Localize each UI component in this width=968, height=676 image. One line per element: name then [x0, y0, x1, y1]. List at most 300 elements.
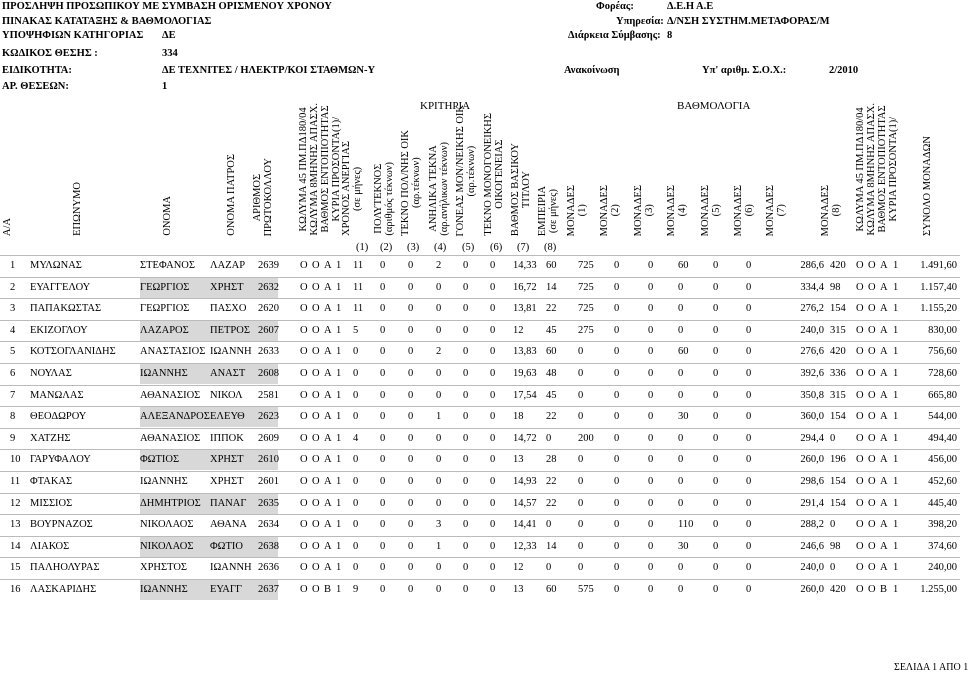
- cell-an: 0: [353, 346, 359, 358]
- col-protocol: ΑΡΙΘΜΟΣ ΠΡΩΤΟΚΟΛΛΟΥ: [252, 157, 274, 236]
- cell-k1: Ο: [300, 519, 308, 531]
- cell-m4: 0: [678, 454, 684, 466]
- cell-k3: Α: [324, 411, 332, 423]
- cell-m1: 0: [578, 540, 584, 552]
- cell-q2: Ο: [868, 346, 876, 358]
- cell-k2: Ο: [312, 519, 320, 531]
- cell-k2: Ο: [312, 281, 320, 293]
- cell-q2: Ο: [868, 260, 876, 271]
- cell-q4: 1: [893, 540, 899, 552]
- cell-q4: 1: [893, 281, 899, 293]
- specialty-value: ΔΕ ΤΕΧΝΙΤΕΣ / ΗΛΕΚΤΡ/ΚΟΙ ΣΤΑΘΜΩΝ-Υ: [162, 65, 376, 76]
- cell-ani: 3: [436, 519, 442, 531]
- cell-m6: 0: [746, 562, 752, 574]
- col-father-name: ΟΝΟΜΑ ΠΑΤΡΟΣ: [226, 154, 237, 236]
- cell-ani: 0: [436, 368, 442, 379]
- cell-q1: Ο: [856, 540, 864, 552]
- col-aa: Α/Α: [2, 217, 13, 236]
- cell-q4: 1: [893, 432, 899, 444]
- cell-k1: Ο: [300, 389, 308, 401]
- cell-onoma: ΙΩΑΝΝΗΣ: [140, 584, 188, 595]
- cell-m7: 240,0: [800, 562, 824, 574]
- cell-prot: 2634: [258, 519, 279, 531]
- cell-m5: 0: [713, 476, 719, 487]
- cell-k2: Ο: [312, 260, 320, 271]
- cell-m2: 0: [614, 368, 620, 379]
- cell-m3: 0: [648, 540, 654, 552]
- cell-aa: 5: [10, 346, 16, 358]
- cell-q4: 1: [893, 346, 899, 358]
- cell-m6: 0: [746, 540, 752, 552]
- cell-m2: 0: [614, 260, 620, 271]
- cell-m8: 154: [830, 411, 846, 423]
- cell-eponymo: ΝΟΥΛΑΣ: [30, 368, 72, 379]
- cell-go: 0: [463, 346, 469, 358]
- cell-tp: 0: [408, 584, 414, 595]
- cell-m5: 0: [713, 389, 719, 401]
- cell-aa: 13: [10, 519, 21, 531]
- cell-onoma: ΛΑΖΑΡΟΣ: [140, 324, 189, 336]
- table-row: [0, 471, 960, 492]
- cell-m1: 0: [578, 454, 584, 466]
- cell-k4: 1: [336, 584, 342, 595]
- cell-q1: Ο: [856, 324, 864, 336]
- cell-patros: ΕΥΑΓΓ: [210, 584, 242, 595]
- cell-q1: Ο: [856, 281, 864, 293]
- cell-m7: 294,4: [800, 432, 824, 444]
- cell-m3: 0: [648, 324, 654, 336]
- cell-m8: 0: [830, 432, 836, 444]
- cell-prot: 2581: [258, 389, 279, 401]
- cell-va: 17,54: [513, 389, 537, 401]
- cell-m8: 336: [830, 368, 846, 379]
- cell-q1: Ο: [856, 411, 864, 423]
- position-code-label: ΚΩΔΙΚΟΣ ΘΕΣΗΣ :: [2, 48, 98, 59]
- cell-po: 0: [380, 454, 386, 466]
- cell-em: 28: [546, 454, 557, 466]
- cell-q3: Α: [880, 260, 888, 271]
- cell-go: 0: [463, 260, 469, 271]
- cell-an: 11: [353, 303, 364, 315]
- cell-m8: 420: [830, 584, 846, 595]
- row-divider: [0, 428, 960, 429]
- cell-aa: 7: [10, 389, 16, 401]
- cell-po: 0: [380, 519, 386, 531]
- criteria-num-8: (8): [544, 242, 557, 253]
- cell-tp: 0: [408, 476, 414, 487]
- cell-m8: 315: [830, 324, 846, 336]
- cell-tm: 0: [490, 281, 496, 293]
- cell-m4: 0: [678, 324, 684, 336]
- cell-k2: Ο: [312, 432, 320, 444]
- cell-k1: Ο: [300, 454, 308, 466]
- cell-k1: Ο: [300, 476, 308, 487]
- cell-q2: Ο: [868, 476, 876, 487]
- cell-m1: 0: [578, 411, 584, 423]
- cell-sum: 240,00: [928, 562, 957, 574]
- page-indicator: ΣΕΛΙΔΑ 1 ΑΠΟ 1: [894, 662, 968, 673]
- cell-an: 0: [353, 497, 359, 509]
- cell-ani: 0: [436, 303, 442, 315]
- cell-q2: Ο: [868, 497, 876, 509]
- cell-em: 48: [546, 368, 557, 379]
- cell-tm: 0: [490, 540, 496, 552]
- cell-m8: 0: [830, 562, 836, 574]
- cell-q3: Α: [880, 324, 888, 336]
- cell-k3: Α: [324, 497, 332, 509]
- cell-m5: 0: [713, 260, 719, 271]
- cell-eponymo: ΜΙΣΣΙΟΣ: [30, 497, 73, 509]
- cell-q4: 1: [893, 411, 899, 423]
- cell-m8: 154: [830, 497, 846, 509]
- cell-em: 22: [546, 411, 557, 423]
- row-divider: [0, 579, 960, 580]
- cell-m7: 392,6: [800, 368, 824, 379]
- criteria-num-1: (1): [356, 242, 369, 253]
- cell-k3: Α: [324, 562, 332, 574]
- cell-k2: Ο: [312, 476, 320, 487]
- cell-q3: Α: [880, 497, 888, 509]
- cell-m5: 0: [713, 303, 719, 315]
- cell-an: 5: [353, 324, 359, 336]
- cell-m6: 0: [746, 432, 752, 444]
- cell-onoma: ΔΗΜΗΤΡΙΟΣ: [140, 497, 201, 509]
- cell-aa: 14: [10, 540, 21, 552]
- cell-an: 0: [353, 519, 359, 531]
- col-experience: ΕΜΠΕΙΡΙΑ (σε μήνες): [537, 185, 559, 236]
- cell-m7: 246,6: [800, 540, 824, 552]
- cell-ani: 0: [436, 389, 442, 401]
- cell-sum: 544,00: [928, 411, 957, 423]
- col-units-7: ΜΟΝΑΔΕΣ (7): [765, 184, 787, 236]
- cell-k4: 1: [336, 324, 342, 336]
- cell-sum: 456,00: [928, 454, 957, 466]
- cell-prot: 2610: [258, 454, 279, 466]
- cell-k3: Α: [324, 454, 332, 466]
- cell-go: 0: [463, 540, 469, 552]
- table-row: [0, 406, 960, 427]
- cell-patros: ΝΙΚΟΛ: [210, 389, 243, 401]
- col-child-large-family: ΤΕΚΝΟ ΠΟΛ/ΝΗΣ ΟΙΚ (αρ.τέκνων): [400, 130, 422, 236]
- cell-em: 60: [546, 346, 557, 358]
- cell-m7: 276,6: [800, 346, 824, 358]
- cell-go: 0: [463, 411, 469, 423]
- cell-po: 0: [380, 346, 386, 358]
- cell-va: 14,33: [513, 260, 537, 271]
- cell-patros: ΑΝΑΣΤ: [210, 368, 246, 379]
- cell-po: 0: [380, 260, 386, 271]
- cell-po: 0: [380, 540, 386, 552]
- criteria-num-3: (3): [407, 242, 420, 253]
- cell-k3: Α: [324, 324, 332, 336]
- cell-m1: 0: [578, 368, 584, 379]
- cell-m2: 0: [614, 281, 620, 293]
- col-child-single-parent: ΤΕΚΝΟ ΜΟΝΟΓΟΝΕΙΚΗΣ ΟΙΚΟΓΕΝΕΙΑΣ: [483, 113, 505, 236]
- cell-k3: Α: [324, 368, 332, 379]
- cell-k2: Ο: [312, 368, 320, 379]
- cell-m3: 0: [648, 476, 654, 487]
- service-label: Υπηρεσία:: [616, 16, 664, 27]
- cell-onoma: ΑΛΕΞΑΝΔΡΟΣ: [140, 411, 210, 423]
- duration-label: Διάρκεια Σύμβασης:: [568, 30, 661, 41]
- cell-an: 0: [353, 368, 359, 379]
- cell-k3: Β: [324, 584, 332, 595]
- row-divider: [0, 493, 960, 494]
- row-divider: [0, 406, 960, 407]
- cell-onoma: ΑΘΑΝΑΣΙΟΣ: [140, 432, 201, 444]
- cell-ani: 0: [436, 454, 442, 466]
- cell-eponymo: ΕΚΙΖΟΓΛΟΥ: [30, 324, 88, 336]
- cell-aa: 12: [10, 497, 21, 509]
- announcement-number-value: 2/2010: [829, 65, 859, 76]
- cell-tm: 0: [490, 584, 496, 595]
- cell-q4: 1: [893, 562, 899, 574]
- cell-k4: 1: [336, 411, 342, 423]
- cell-patros: ΠΕΤΡΟΣ: [210, 324, 250, 336]
- cell-k4: 1: [336, 454, 342, 466]
- cell-em: 0: [546, 432, 552, 444]
- cell-em: 22: [546, 497, 557, 509]
- cell-k4: 1: [336, 281, 342, 293]
- cell-q3: Α: [880, 540, 888, 552]
- cell-m8: 98: [830, 281, 841, 293]
- cell-k1: Ο: [300, 346, 308, 358]
- row-divider: [0, 320, 960, 321]
- cell-prot: 2633: [258, 346, 279, 358]
- cell-prot: 2623: [258, 411, 279, 423]
- cell-ani: 0: [436, 476, 442, 487]
- cell-m8: 98: [830, 540, 841, 552]
- cell-tm: 0: [490, 432, 496, 444]
- cell-m7: 240,0: [800, 324, 824, 336]
- cell-m5: 0: [713, 324, 719, 336]
- cell-k1: Ο: [300, 281, 308, 293]
- cell-go: 0: [463, 497, 469, 509]
- col-kolyma-1: ΚΩΛΥΜΑ 45 ΠΜ.ΠΔ180/04 ΚΩΛΥΜΑ 8ΜΗΝΗΣ ΑΠΑΣΧ. ΒΑΘΜΟΣ ΕΝΤΟΠΙΟΤΗΤΑΣ ΚΥΡΙΑ ΠΡΟΣΟΝΤΑ(1)/: [298, 103, 342, 236]
- cell-m5: 0: [713, 432, 719, 444]
- cell-po: 0: [380, 584, 386, 595]
- cell-m7: 298,6: [800, 476, 824, 487]
- cell-tp: 0: [408, 562, 414, 574]
- cell-eponymo: ΠΑΠΑΚΩΣΤΑΣ: [30, 303, 102, 315]
- cell-ani: 1: [436, 411, 442, 423]
- cell-m5: 0: [713, 281, 719, 293]
- cell-m2: 0: [614, 519, 620, 531]
- cell-q2: Ο: [868, 584, 876, 595]
- table-row: [0, 277, 960, 298]
- cell-onoma: ΝΙΚΟΛΑΟΣ: [140, 519, 194, 531]
- cell-tp: 0: [408, 432, 414, 444]
- cell-sum: 756,60: [928, 346, 957, 358]
- cell-k3: Α: [324, 540, 332, 552]
- cell-m2: 0: [614, 411, 620, 423]
- cell-q4: 1: [893, 303, 899, 315]
- cell-aa: 6: [10, 368, 16, 379]
- col-kolyma-2: ΚΩΛΥΜΑ 45 ΠΜ.ΠΔ180/04 ΚΩΛΥΜΑ 8ΜΗΝΗΣ ΑΠΑΣΧ. ΒΑΘΜΟΣ ΕΝΤΟΠΙΟΤΗΤΑΣ ΚΥΡΙΑ ΠΡΟΣΟΝΤΑ(1)/: [855, 103, 899, 236]
- cell-m8: 196: [830, 454, 846, 466]
- cell-m7: 288,2: [800, 519, 824, 531]
- cell-ani: 2: [436, 346, 442, 358]
- doc-title-line1: ΠΡΟΣΛΗΨΗ ΠΡΟΣΩΠΙΚΟΥ ΜΕ ΣΥΜΒΑΣΗ ΟΡΙΣΜΕΝΟΥ ΧΡΟΝΟΥ: [2, 1, 332, 12]
- cell-k4: 1: [336, 368, 342, 379]
- cell-k3: Α: [324, 260, 332, 271]
- cell-po: 0: [380, 476, 386, 487]
- cell-k3: Α: [324, 432, 332, 444]
- specialty-label: ΕΙΔΙΚΟΤΗΤΑ:: [2, 65, 72, 76]
- cell-q2: Ο: [868, 411, 876, 423]
- cell-tm: 0: [490, 454, 496, 466]
- cell-em: 0: [546, 519, 552, 531]
- cell-q3: Α: [880, 389, 888, 401]
- cell-m6: 0: [746, 389, 752, 401]
- cell-k4: 1: [336, 519, 342, 531]
- cell-m4: 0: [678, 303, 684, 315]
- cell-tm: 0: [490, 389, 496, 401]
- cell-go: 0: [463, 389, 469, 401]
- cell-m4: 30: [678, 411, 689, 423]
- cell-m4: 0: [678, 281, 684, 293]
- cell-va: 19,63: [513, 368, 537, 379]
- cell-q3: Α: [880, 411, 888, 423]
- cell-prot: 2636: [258, 562, 279, 574]
- cell-m7: 350,8: [800, 389, 824, 401]
- cell-k1: Ο: [300, 432, 308, 444]
- cell-k1: Ο: [300, 303, 308, 315]
- cell-ani: 0: [436, 497, 442, 509]
- cell-k1: Ο: [300, 324, 308, 336]
- cell-q1: Ο: [856, 432, 864, 444]
- table-row: [0, 298, 960, 319]
- cell-em: 45: [546, 324, 557, 336]
- cell-aa: 2: [10, 281, 16, 293]
- cell-m8: 315: [830, 389, 846, 401]
- row-divider: [0, 385, 960, 386]
- cell-q2: Ο: [868, 324, 876, 336]
- cell-k2: Ο: [312, 540, 320, 552]
- table-row: [0, 579, 960, 600]
- table-row: [0, 536, 960, 557]
- cell-m5: 0: [713, 584, 719, 595]
- cell-q4: 1: [893, 389, 899, 401]
- cell-patros: ΛΑΖΑΡ: [210, 260, 246, 271]
- cell-ani: 1: [436, 540, 442, 552]
- cell-tp: 0: [408, 303, 414, 315]
- cell-q3: Α: [880, 562, 888, 574]
- cell-k1: Ο: [300, 368, 308, 379]
- cell-an: 4: [353, 432, 359, 444]
- cell-aa: 10: [10, 454, 21, 466]
- cell-go: 0: [463, 432, 469, 444]
- row-divider: [0, 298, 960, 299]
- criteria-num-5: (5): [462, 242, 475, 253]
- cell-eponymo: ΦΤΑΚΑΣ: [30, 476, 73, 487]
- cell-m6: 0: [746, 303, 752, 315]
- service-value: Δ/ΝΣΗ ΣΥΣΤΗΜ.ΜΕΤΑΦΟΡΑΣ/Μ: [667, 16, 830, 27]
- row-divider: [0, 341, 960, 342]
- cell-k1: Ο: [300, 540, 308, 552]
- cell-tp: 0: [408, 324, 414, 336]
- agency-value: Δ.Ε.Η Α.Ε: [667, 1, 714, 12]
- table-row: [0, 320, 960, 341]
- cell-an: 0: [353, 476, 359, 487]
- cell-m8: 420: [830, 346, 846, 358]
- cell-k2: Ο: [312, 303, 320, 315]
- cell-eponymo: ΛΑΣΚΑΡΙΔΗΣ: [30, 584, 97, 595]
- cell-po: 0: [380, 281, 386, 293]
- cell-eponymo: ΧΑΤΖΗΣ: [30, 432, 71, 444]
- cell-sum: 452,60: [928, 476, 957, 487]
- cell-k1: Ο: [300, 562, 308, 574]
- col-units-3: ΜΟΝΑΔΕΣ (3): [633, 184, 655, 236]
- cell-va: 14,41: [513, 519, 537, 531]
- cell-m2: 0: [614, 476, 620, 487]
- cell-patros: ΧΡΗΣΤ: [210, 454, 244, 466]
- category-value: ΔΕ: [162, 30, 176, 41]
- cell-va: 13,81: [513, 303, 537, 315]
- cell-em: 14: [546, 281, 557, 293]
- cell-k3: Α: [324, 389, 332, 401]
- cell-m8: 154: [830, 303, 846, 315]
- cell-m4: 60: [678, 260, 689, 271]
- positions-count-value: 1: [162, 81, 168, 92]
- cell-tp: 0: [408, 519, 414, 531]
- table-row: [0, 449, 960, 470]
- cell-m6: 0: [746, 281, 752, 293]
- cell-go: 0: [463, 454, 469, 466]
- cell-m6: 0: [746, 368, 752, 379]
- table-row: [0, 385, 960, 406]
- cell-onoma: ΑΘΑΝΑΣΙΟΣ: [140, 389, 201, 401]
- cell-q3: Α: [880, 281, 888, 293]
- cell-prot: 2601: [258, 476, 279, 487]
- cell-m6: 0: [746, 476, 752, 487]
- cell-m6: 0: [746, 497, 752, 509]
- cell-m5: 0: [713, 519, 719, 531]
- cell-m2: 0: [614, 540, 620, 552]
- cell-sum: 1.157,40: [920, 281, 957, 293]
- cell-m2: 0: [614, 303, 620, 315]
- cell-prot: 2608: [258, 368, 279, 379]
- cell-sum: 1.155,20: [920, 303, 957, 315]
- cell-m4: 0: [678, 497, 684, 509]
- cell-m3: 0: [648, 411, 654, 423]
- cell-m2: 0: [614, 562, 620, 574]
- cell-patros: ΙΠΠΟΚ: [210, 432, 244, 444]
- cell-em: 22: [546, 303, 557, 315]
- cell-m2: 0: [614, 324, 620, 336]
- cell-m6: 0: [746, 346, 752, 358]
- cell-k1: Ο: [300, 260, 308, 271]
- cell-m4: 0: [678, 562, 684, 574]
- cell-m5: 0: [713, 540, 719, 552]
- cell-q4: 1: [893, 476, 899, 487]
- cell-k2: Ο: [312, 411, 320, 423]
- cell-q2: Ο: [868, 281, 876, 293]
- criteria-num-6: (6): [490, 242, 503, 253]
- cell-eponymo: ΜΥΛΩΝΑΣ: [30, 260, 82, 271]
- col-units-1: ΜΟΝΑΔΕΣ (1): [566, 184, 588, 236]
- cell-m1: 0: [578, 389, 584, 401]
- row-divider: [0, 449, 960, 450]
- col-units-2: ΜΟΝΑΔΕΣ (2): [599, 184, 621, 236]
- criteria-group-label: ΚΡΙΤΗΡΙΑ: [420, 100, 471, 112]
- cell-k3: Α: [324, 303, 332, 315]
- cell-go: 0: [463, 281, 469, 293]
- cell-m5: 0: [713, 497, 719, 509]
- cell-m5: 0: [713, 562, 719, 574]
- cell-q1: Ο: [856, 368, 864, 379]
- cell-sum: 665,80: [928, 389, 957, 401]
